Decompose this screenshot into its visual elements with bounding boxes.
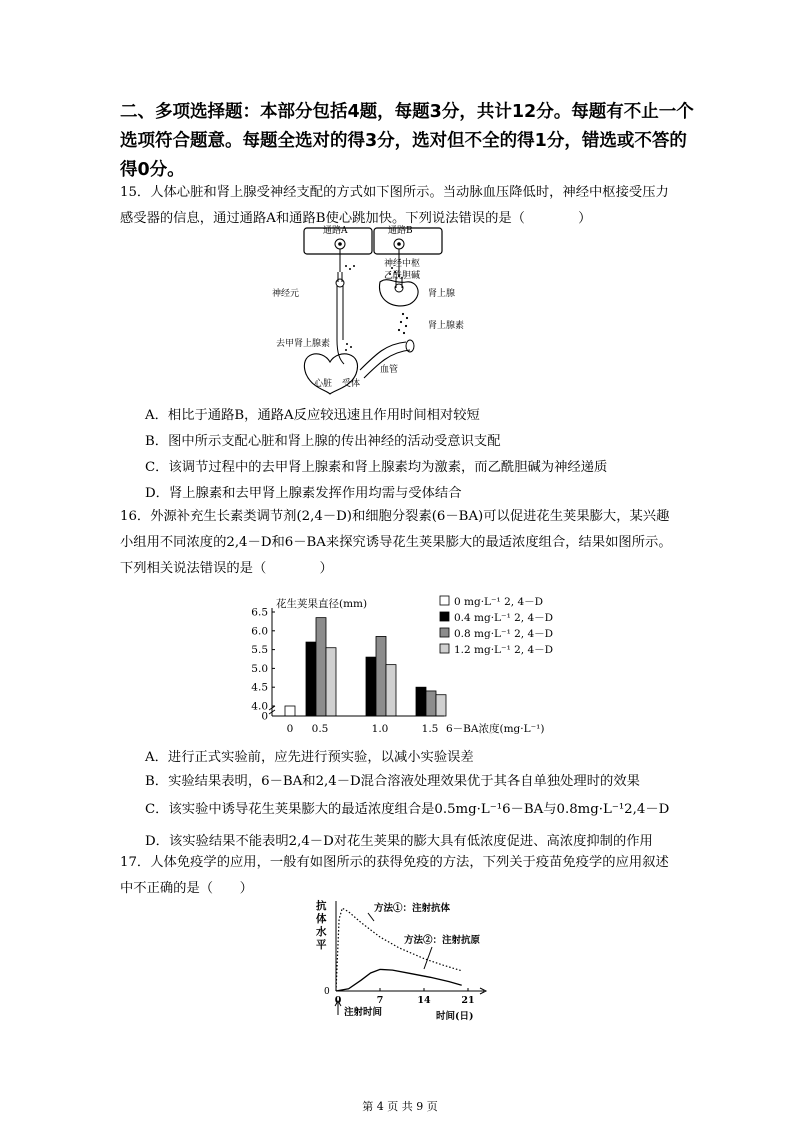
label-center: 神经中枢 — [384, 259, 421, 269]
q17-antibody-chart — [308, 895, 508, 1027]
section-title: 二、多项选择题：本部分包括4题，每题3分，共计12分。每题有不止一个选项符合题意。每题全选对的得3分，选对但不全的得1分，错选或不答的得0分。 — [120, 102, 694, 180]
label-acetylcholine: 乙酰胆碱 — [384, 271, 421, 281]
legend-swatch — [440, 612, 449, 621]
y-tick-label: 0 — [261, 710, 268, 723]
q15-option-b: B．图中所示支配心脏和肾上腺的传出神经的活动受意识支配 — [145, 434, 501, 449]
injection-time-label: 注射时间 — [344, 1007, 383, 1018]
label-adrenaline: 肾上腺素 — [428, 321, 465, 331]
line-chart-origin: 0 — [324, 987, 330, 997]
line-chart-xlabel: 时间(日) — [436, 1011, 474, 1022]
q16-option-a: A．进行正式实验前，应先进行预实验，以减小实验误差 — [145, 750, 474, 765]
x-tick-label: 0 — [334, 995, 342, 1006]
bar-chart-xlabel: 6－BA浓度(mg·L⁻¹) — [446, 723, 545, 735]
x-tick-label: 0.5 — [311, 723, 329, 735]
y-tick-label: 6.5 — [251, 606, 268, 619]
label-vessel: 血管 — [380, 365, 399, 375]
bar — [366, 657, 376, 716]
bar — [376, 636, 386, 716]
path-b-label: 通路B — [388, 226, 413, 236]
legend-swatch — [440, 628, 449, 637]
bar — [436, 695, 446, 716]
x-tick-label: 1.5 — [421, 723, 439, 735]
legend-swatch — [440, 644, 449, 653]
bar — [386, 665, 396, 716]
x-axis-ticks — [287, 723, 439, 735]
y-tick-label: 6.0 — [251, 625, 268, 638]
legend-label: 1.2 mg·L⁻¹ 2, 4－D — [454, 644, 554, 656]
bar — [326, 648, 336, 716]
bar — [416, 687, 426, 716]
bar-chart-ylabel: 花生荚果直径(mm) — [276, 598, 368, 610]
q17-stem: 17．人体免疫学的应用，一般有如图所示的获得免疫的方法，下列关于疫苗免疫学的应用叙述中不正确的是（ ） — [120, 855, 669, 896]
label-adrenal-gland: 肾上腺 — [428, 289, 456, 299]
y-tick-label: 4.0 — [251, 700, 268, 713]
x-tick-label: 7 — [376, 995, 384, 1006]
label-noradrenaline: 去甲肾上腺素 — [276, 339, 331, 349]
label-heart: 心脏 — [314, 379, 333, 389]
legend-label: 0.4 mg·L⁻¹ 2, 4－D — [454, 612, 554, 624]
x-tick-label: 0 — [286, 723, 294, 735]
legend-label: 0.8 mg·L⁻¹ 2, 4－D — [454, 628, 554, 640]
bar — [316, 618, 326, 716]
method1-curve — [336, 908, 462, 991]
q16-option-d: D．该实验结果不能表明2,4－D对花生荚果的膨大具有低浓度促进、高浓度抑制的作用 — [145, 834, 653, 849]
bar — [306, 642, 316, 716]
page-footer: 第 4 页 共 9 页 — [362, 1100, 438, 1113]
line-chart-ylabel: 抗 体 水 平 — [316, 900, 327, 951]
q16-bar-chart — [232, 590, 572, 740]
q16-option-b: B．实验结果表明，6－BA和2,4－D混合溶液处理效果优于其各自单独处理时的效果 — [145, 774, 640, 789]
q15-nerve-diagram — [268, 222, 488, 404]
q15-option-a: A．相比于通路B，通路A反应较迅速且作用时间相对较短 — [145, 408, 480, 423]
legend-swatch — [440, 596, 449, 605]
x-tick-label: 21 — [461, 995, 475, 1006]
bar — [426, 691, 436, 716]
bar — [285, 706, 295, 716]
label-receptor: 受体 — [342, 379, 361, 389]
axon-a — [337, 285, 343, 340]
label-neuron: 神经元 — [272, 289, 300, 299]
q16-option-c: C．该实验中诱导花生荚果膨大的最适浓度组合是0.5mg·L⁻¹6－BA与0.8mg·L⁻¹2,4－D — [145, 802, 670, 817]
method1-label: 方法①：注射抗体 — [374, 903, 451, 914]
legend — [440, 596, 553, 656]
q15-option-d: D．肾上腺素和去甲肾上腺素发挥作用均需与受体结合 — [145, 486, 462, 501]
x-tick-label: 1.0 — [371, 723, 389, 735]
bar-series — [285, 618, 446, 716]
y-tick-label: 5.0 — [251, 662, 268, 675]
q15-stem: 15．人体心脏和肾上腺受神经支配的方式如下图所示。当动脉血压降低时，神经中枢接受压力感受器的信息，通过通路A和通路B使心跳加快。下列说法错误的是（ ） — [120, 185, 669, 226]
x-tick-label: 14 — [417, 995, 431, 1006]
legend-label: 0 mg·L⁻¹ 2, 4－D — [454, 596, 544, 608]
y-tick-label: 5.5 — [251, 644, 268, 657]
y-tick-label: 4.5 — [251, 681, 268, 694]
y-axis-ticks — [251, 607, 275, 723]
method2-label: 方法②：注射抗原 — [404, 935, 481, 946]
method2-curve — [336, 969, 462, 991]
path-a-label: 通路A — [323, 226, 348, 236]
q15-option-c: C．该调节过程中的去甲肾上腺素和肾上腺素均为激素，而乙酰胆碱为神经递质 — [145, 460, 608, 475]
q16-stem: 16．外源补充生长素类调节剂(2,4－D)和细胞分裂素(6－BA)可以促进花生荚果膨大，某兴趣小组用不同浓度的2,4－D和6－BA来探究诱导花生荚果膨大的最适浓度组合，结果如图所示。下列相关说法错误的是（ ） — [120, 509, 672, 576]
